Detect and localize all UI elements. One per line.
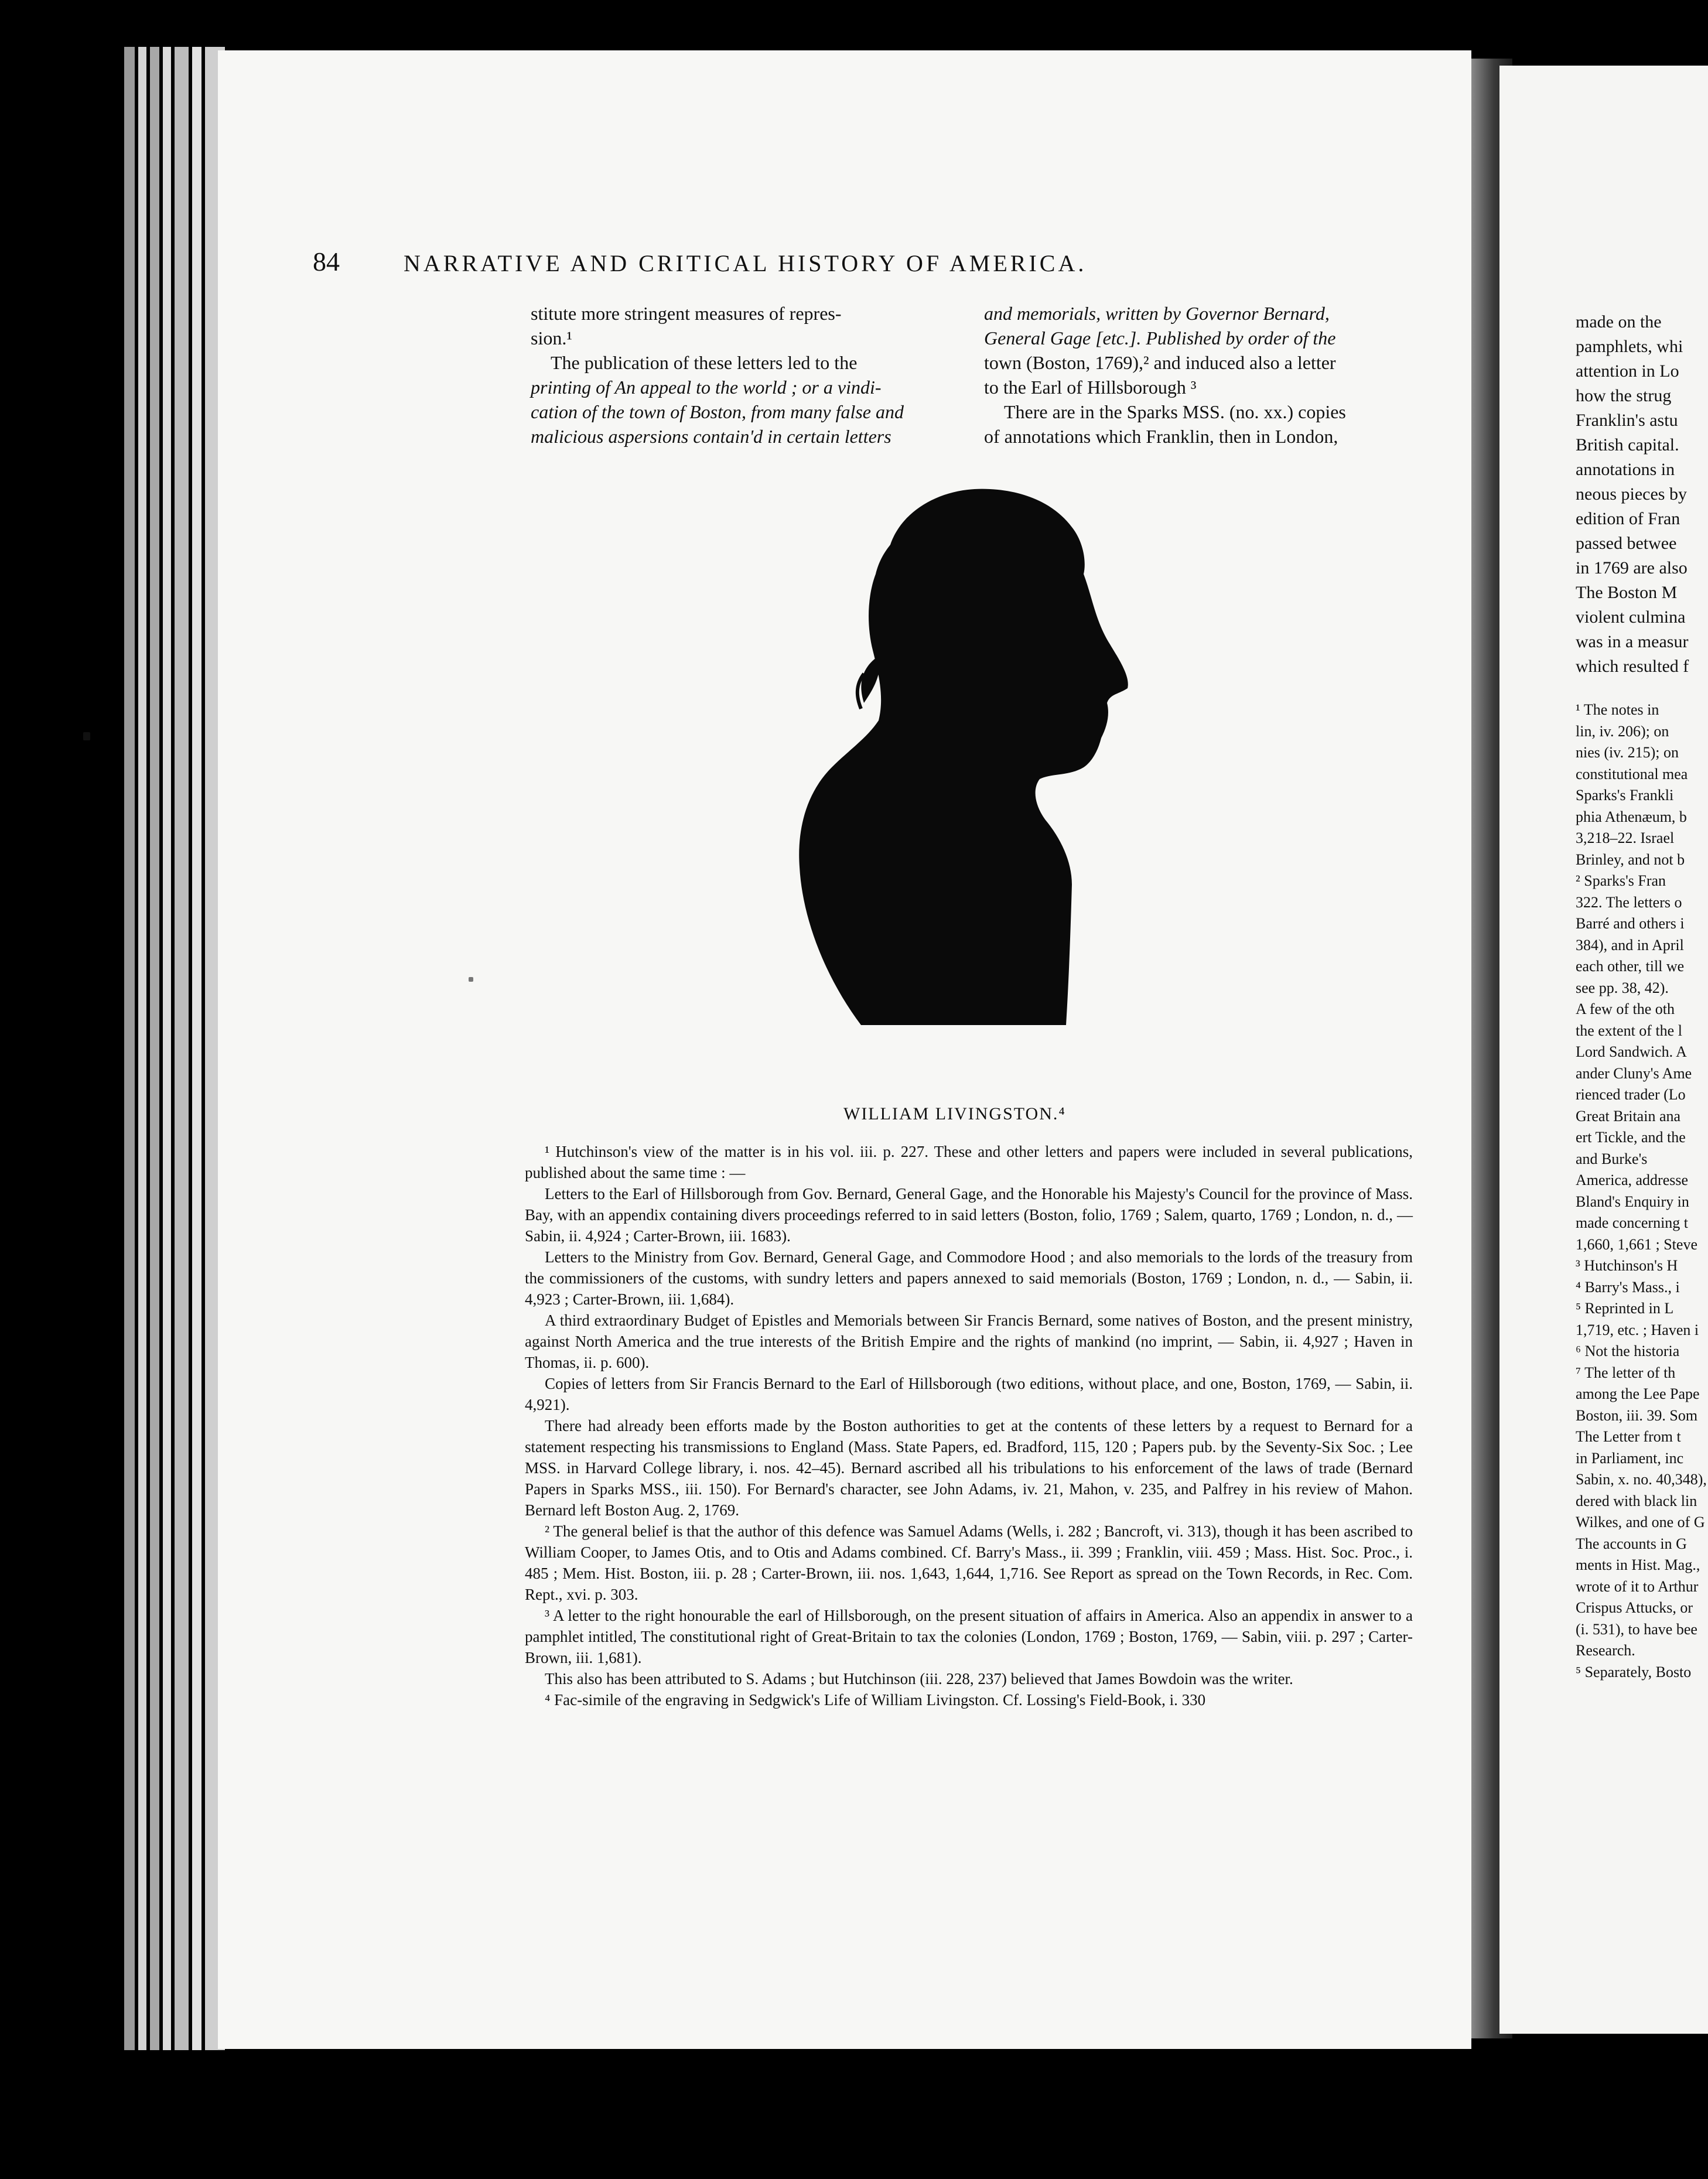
body-line: and memorials, written by Governor Bernard, (984, 303, 1330, 324)
facing-page-note-line: ³ Hutchinson's H (1576, 1257, 1678, 1274)
facing-page-line: in 1769 are also (1576, 558, 1687, 578)
scan-speck (469, 977, 473, 982)
facing-page-note-line: The accounts in G (1576, 1535, 1687, 1552)
portrait-caption: WILLIAM LIVINGSTON.⁴ (843, 1104, 1066, 1123)
footnote: This also has been attributed to S. Adams ; but Hutchinson (iii. 228, 237) believed that James Bowdoin was the writer. (545, 1670, 1293, 1688)
facing-page-note-line: among the Lee Pape (1576, 1385, 1700, 1402)
facing-page-line: made on the (1576, 312, 1662, 332)
facing-page-note-line: Boston, iii. 39. Som (1576, 1406, 1698, 1424)
facing-page-note-line: ⁴ Barry's Mass., i (1576, 1278, 1680, 1296)
facing-page-note-line: ⁵ Separately, Bosto (1576, 1663, 1692, 1681)
facing-page-note-line: and Burke's (1576, 1150, 1648, 1167)
facing-page-line: how the strug (1576, 386, 1672, 405)
facing-page-note-line: Wilkes, and one of G (1576, 1514, 1705, 1531)
footnote: ² The general belief is that the author of this defence was Samuel Adams (Wells, i. 282 ; Bancroft, vi. 313), though it has been ascribed to William Cooper, to James Otis, and to Otis and Adams combined. Cf. Barry's Mass., ii. 399 ; Franklin, viii. 459 ; Mass. Hist. Soc. Proc., i. 485 ; Mem. Hist. Boston, iii. p. 28 ; Carter-Brown, iii. nos. 1,643, 1,644, 1,716. See Report as spread on the Town Records, in Rec. Com. Rept., xvi. p. 303. (525, 1522, 1413, 1603)
body-line: The publication of these letters led to the (551, 352, 858, 373)
facing-page-note-line: ⁵ Reprinted in L (1576, 1300, 1674, 1317)
facing-page-line: which resulted f (1576, 657, 1689, 676)
facing-page-note-line: rienced trader (Lo (1576, 1086, 1686, 1103)
facing-page-line: pamphlets, whi (1576, 337, 1683, 356)
scan-speck (83, 732, 90, 740)
body-line: There are in the Sparks MSS. (no. xx.) copies (1004, 401, 1346, 422)
facing-page-note-line: Crispus Attucks, or (1576, 1599, 1693, 1616)
facing-page-note-line: see pp. 38, 42). (1576, 979, 1669, 996)
page-edge (163, 47, 171, 2050)
footnote: ⁴ Fac-simile of the engraving in Sedgwick's Life of William Livingston. Cf. Lossing's Field-Book, i. 330 (545, 1691, 1206, 1709)
body-line: sion.¹ (531, 327, 572, 349)
page-edge (175, 47, 189, 2050)
facing-page-note-line: Barré and others i (1576, 915, 1685, 932)
facing-page-note-line: constitutional mea (1576, 765, 1688, 783)
facing-page-line: British capital. (1576, 435, 1679, 455)
facing-page-note-line: Great Britain ana (1576, 1107, 1681, 1125)
footnote: ³ A letter to the right honourable the earl of Hillsborough, on the present situation of affairs in America. Also an appendix in answer to a pamphlet intitled, The constitutional right of Great-Britain to tax the colonies (London, 1769 ; Boston, 1769, — Sabin, viii. p. 297 ; Carter-Brown, iii. 1,681). (525, 1607, 1413, 1666)
facing-page-note-line: Sabin, x. no. 40,348), (1576, 1471, 1707, 1488)
facing-page-note-line: ments in Hist. Mag., (1576, 1556, 1700, 1573)
facing-page-note-line: ander Cluny's Ame (1576, 1064, 1692, 1082)
body-line: cation of the town of Boston, from many false and (531, 401, 904, 422)
facing-page-line: Franklin's astu (1576, 411, 1678, 430)
facing-page-note-line: each other, till we (1576, 958, 1685, 975)
footnote: ¹ Hutchinson's view of the matter is in his vol. iii. p. 227. These and other letters and papers were included in several publications, published about the same time : — (525, 1143, 1413, 1181)
body-line: General Gage [etc.]. Published by order of the (984, 327, 1336, 349)
facing-page-note-line: nies (iv. 215); on (1576, 744, 1679, 761)
facing-page-note-line: ert Tickle, and the (1576, 1129, 1686, 1146)
facing-page-note-line: The Letter from t (1576, 1428, 1681, 1445)
facing-page-note-line: dered with black lin (1576, 1492, 1697, 1509)
footnote: Letters to the Ministry from Gov. Bernard, General Gage, and Commodore Hood ; and also memorials to the lords of the treasury from the commissioners of the customs, with sundry letters and papers annexed to said memorials (Boston, 1769 ; London, n. d., — Sabin, ii. 4,923 ; Carter-Brown, iii. 1,684). (525, 1248, 1413, 1308)
facing-page-note-line: phia Athenæum, b (1576, 808, 1687, 825)
facing-page-note-line: made concerning t (1576, 1214, 1689, 1231)
page-edge (150, 47, 159, 2050)
footnote: Copies of letters from Sir Francis Bernard to the Earl of Hillsborough (two editions, without place, and one, Boston, 1769, — Sabin, ii. 4,921). (525, 1375, 1413, 1413)
footnote: A third extraordinary Budget of Epistles and Memorials between Sir Francis Bernard, some natives of Boston, and the present ministry, against North America and the true interests of the British Empire and the rights of mankind (no imprint, — Sabin, ii. 4,927 ; Haven in Thomas, ii. p. 600). (525, 1312, 1413, 1371)
facing-page-line: edition of Fran (1576, 509, 1680, 528)
facing-page-line: passed betwee (1576, 534, 1677, 553)
body-line: to the Earl of Hillsborough ³ (984, 377, 1197, 398)
facing-page-line: neous pieces by (1576, 484, 1687, 504)
facing-page-note-line: Lord Sandwich. A (1576, 1043, 1687, 1060)
facing-page-note-line: ² Sparks's Fran (1576, 872, 1666, 889)
facing-page-note-line: ¹ The notes in (1576, 701, 1659, 718)
facing-page-note-line: 1,719, etc. ; Haven i (1576, 1321, 1699, 1338)
page-edge (124, 47, 135, 2050)
footnote: Letters to the Earl of Hillsborough from Gov. Bernard, General Gage, and the Honorable his Majesty's Council for the province of Mass. Bay, with an appendix containing divers proceedings referred to in said letters (Boston, folio, 1769 ; Salem, quarto, 1769 ; London, n. d., — Sabin, ii. 4,924 ; Carter-Brown, iii. 1683). (525, 1185, 1413, 1245)
running-head (313, 246, 1320, 287)
running-title: NARRATIVE AND CRITICAL HISTORY OF AMERICA. (404, 250, 1087, 276)
body-line: printing of An appeal to the world ; or a vindi- (531, 377, 882, 398)
page-edge (192, 47, 201, 2050)
body-line: town (Boston, 1769),² and induced also a letter (984, 352, 1336, 373)
facing-page-note-line: Sparks's Frankli (1576, 787, 1674, 804)
page-number: 84 (313, 247, 340, 276)
footnotes (525, 1141, 1413, 1710)
facing-page-note-line: lin, iv. 206); on (1576, 722, 1669, 740)
page-edge (138, 47, 146, 2050)
facing-page-line: attention in Lo (1576, 361, 1679, 381)
facing-page-note-line: A few of the oth (1576, 1000, 1675, 1017)
facing-page-note-line: ⁷ The letter of th (1576, 1364, 1676, 1381)
facing-page-note-line: Brinley, and not b (1576, 851, 1685, 868)
facing-page-note-line: 322. The letters o (1576, 893, 1682, 911)
facing-page-note-line: Bland's Enquiry in (1576, 1193, 1689, 1210)
facing-page-note-line: 384), and in April (1576, 936, 1684, 954)
facing-page-note-line: 1,660, 1,661 ; Steve (1576, 1235, 1697, 1253)
body-line: stitute more stringent measures of repres- (531, 303, 842, 324)
facing-page-note-line: in Parliament, inc (1576, 1449, 1684, 1467)
body-line: malicious aspersions contain'd in certain letters (531, 426, 891, 447)
body-line: of annotations which Franklin, then in London, (984, 426, 1338, 447)
facing-page-line: annotations in (1576, 460, 1675, 479)
facing-page-note-line: America, addresse (1576, 1172, 1689, 1188)
silhouette-portrait-icon (791, 463, 1154, 1025)
facing-page-note-line: 3,218–22. Israel (1576, 829, 1675, 846)
facing-page-line: The Boston M (1576, 583, 1678, 602)
body-column-left (531, 301, 964, 449)
footnote: There had already been efforts made by the Boston authorities to get at the contents of these letters by a request to Bernard for a statement respecting his transmissions to England (Mass. State Papers, ed. Bradford, 115, 120 ; Papers pub. by the Seventy-Six Soc. ; Lee MSS. in Harvard College library, i. nos. 42–45). Bernard ascribed all his tribulations to his enforcement of the laws of trade (Bernard Papers in Sparks MSS., iii. 150). For Bernard's character, see John Adams, iv. 21, Mahon, v. 235, and Palfrey in his review of Mahon. Bernard left Boston Aug. 2, 1769. (525, 1417, 1413, 1519)
facing-page-note-line: (i. 531), to have bee (1576, 1620, 1697, 1638)
facing-page-note-line: wrote of it to Arthur (1576, 1577, 1699, 1595)
facing-page-line: was in a measur (1576, 632, 1689, 651)
facing-page-note-line: Research. (1576, 1642, 1635, 1659)
facing-page-note-line: ⁶ Not the historia (1576, 1343, 1680, 1360)
facing-page-line: violent culmina (1576, 607, 1686, 627)
facing-page-note-line: the extent of the l (1576, 1022, 1682, 1039)
body-column-right (984, 301, 1419, 449)
